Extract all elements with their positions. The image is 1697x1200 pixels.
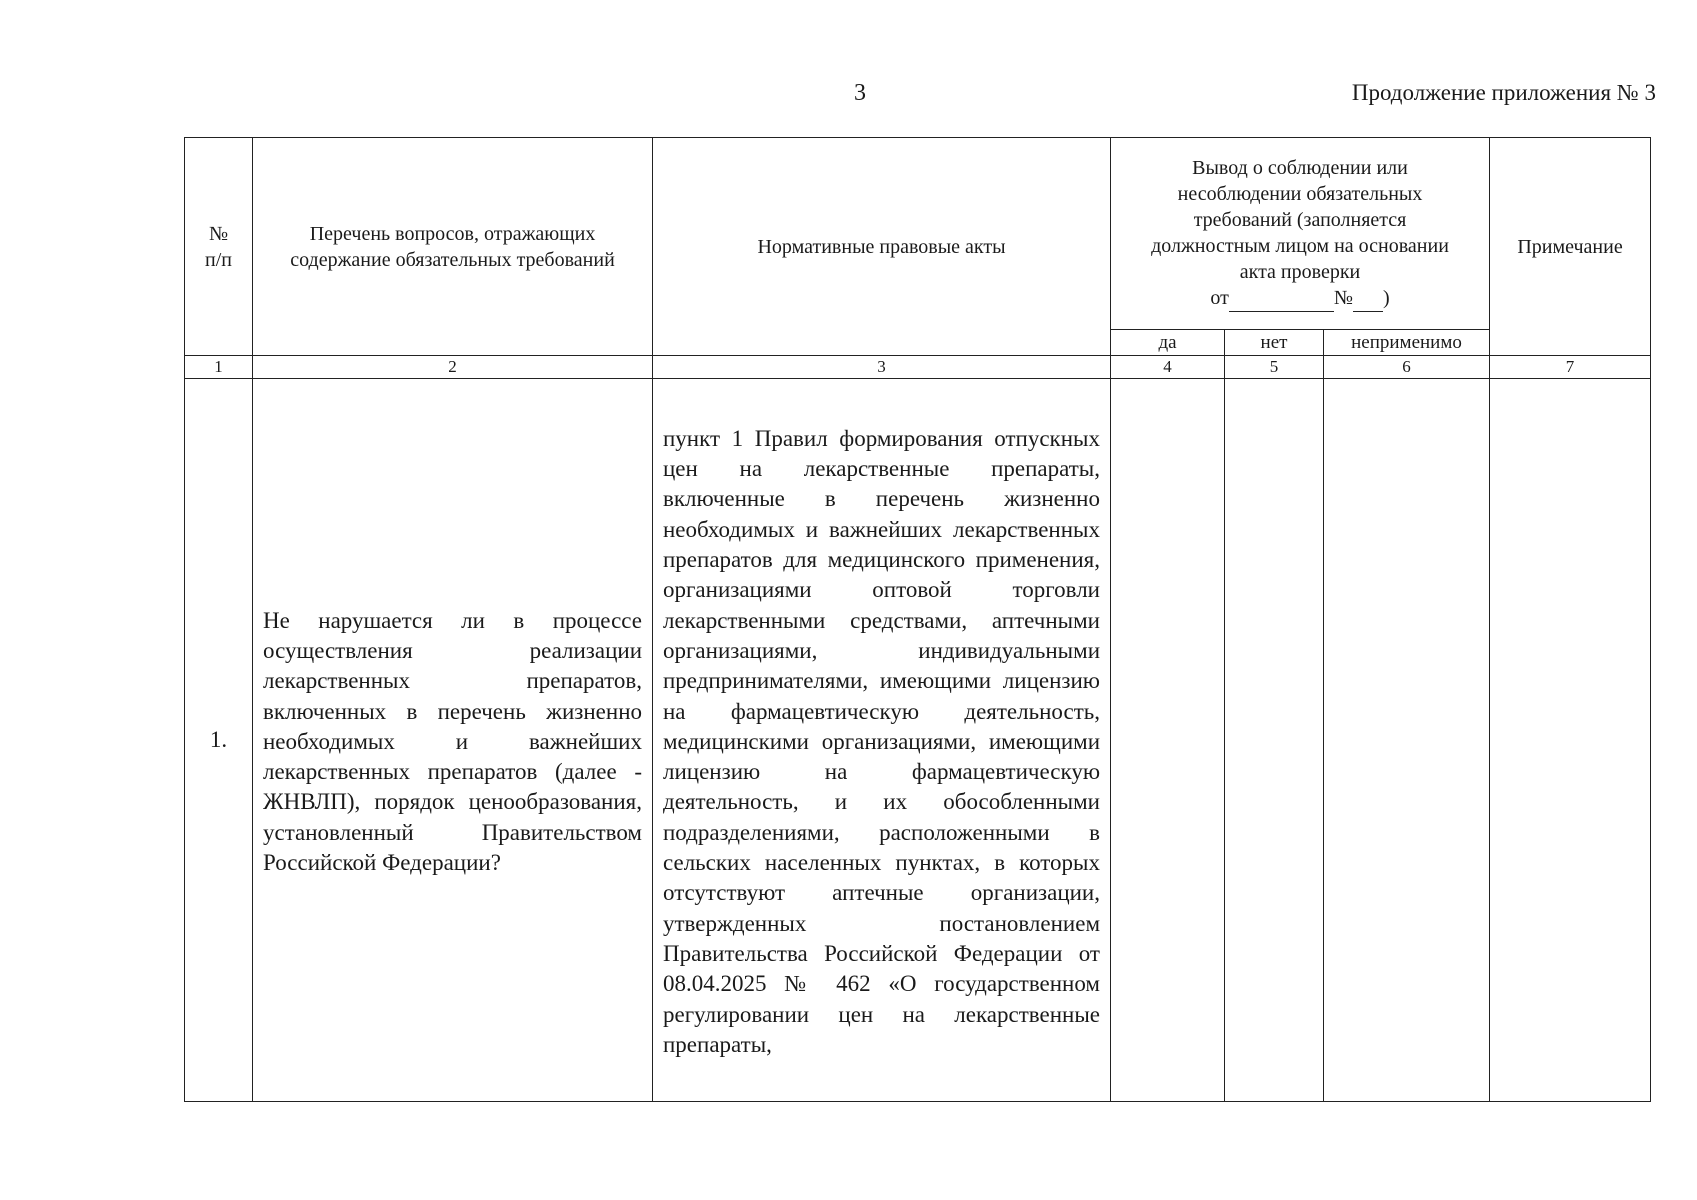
not-applicable-cell[interactable]	[1324, 379, 1490, 1102]
conclusion-no-label: №	[1333, 287, 1353, 309]
header-yes: да	[1111, 330, 1225, 356]
header-acts: Нормативные правовые акты	[653, 138, 1111, 356]
question-cell	[253, 379, 653, 1102]
act-number-blank	[1353, 285, 1383, 312]
act-date-blank	[1229, 285, 1334, 312]
header-questions: Перечень вопросов, отражающих содержание обязательных требований	[253, 138, 653, 356]
column-number: 4	[1111, 356, 1225, 379]
column-number: 7	[1490, 356, 1651, 379]
appendix-title: Продолжение приложения № 3	[1351, 80, 1656, 105]
header-num: № п/п	[185, 138, 253, 356]
conclusion-act-ref	[1111, 285, 1489, 312]
header-note: Примечание	[1490, 138, 1651, 356]
note-cell[interactable]	[1490, 379, 1651, 1102]
requirements-table	[184, 137, 1651, 1102]
acts-text: пункт 1 Правил формирования отпускных цен на лекарственные препараты, включенные в перечень жизненно необходимых и важнейших лекарственных препаратов для медицинского применения, организациями оптовой торговли лекарственными средствами, аптечными организациями, индивидуальными предпринимателями, имеющими лицензию на фармацевтическую деятельность, медицинскими организациями, имеющими лицензию на фармацевтическую деятельность, и их обособленными подразделениями, расположенными в сельских населенных пунктах, в которых отсутствуют аптечные организации, утвержденных постановлением Правительства Российской Федерации от 08.04.2025 № 462 «О государственном регулировании цен на лекарственные препараты,	[663, 425, 1100, 1057]
column-number: 2	[253, 356, 653, 379]
no-cell[interactable]	[1225, 379, 1324, 1102]
column-number: 1	[185, 356, 253, 379]
question-text: Не нарушается ли в процессе осуществления реализации лекарственных препаратов, включенных в перечень жизненно необходимых и важнейших лекарственных препаратов (далее - ЖНВЛП), порядок ценообразования, установленный Правительством Российской Федерации?	[263, 607, 642, 876]
acts-cell	[653, 379, 1111, 1102]
conclusion-text: Вывод о соблюдении или несоблюдении обязательных требований (заполняется должностным лицом на основании акта проверки	[1151, 157, 1449, 283]
header-na: неприменимо	[1324, 330, 1490, 356]
header-no: нет	[1225, 330, 1324, 356]
column-number-row	[185, 356, 1651, 379]
row-number: 1.	[185, 379, 253, 1102]
yes-cell[interactable]	[1111, 379, 1225, 1102]
column-number: 6	[1324, 356, 1490, 379]
column-number: 3	[653, 356, 1111, 379]
table-row	[185, 379, 1651, 1102]
conclusion-from-label: от	[1210, 287, 1229, 309]
conclusion-close: )	[1382, 287, 1390, 309]
header-conclusion	[1111, 138, 1490, 330]
column-number: 5	[1225, 356, 1324, 379]
page-number: 3	[854, 80, 866, 106]
